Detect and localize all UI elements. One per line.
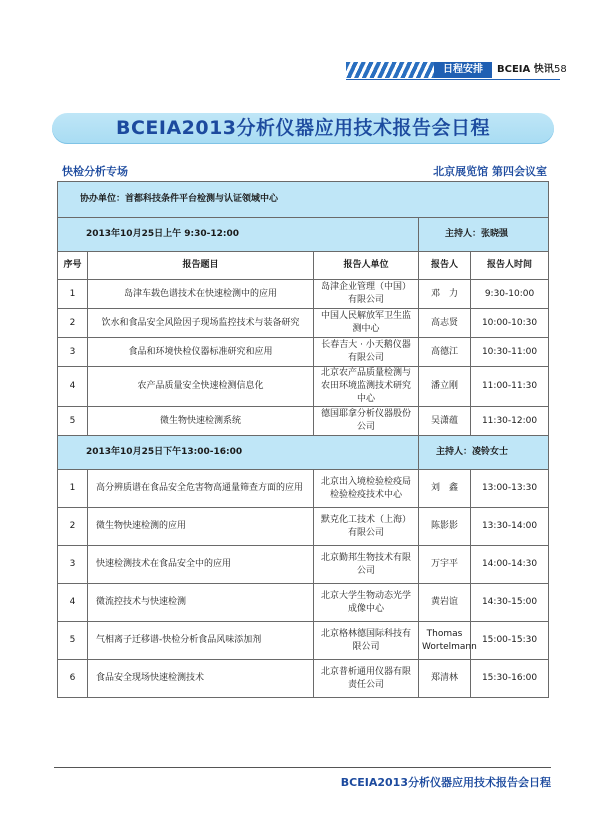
row-number: 5 bbox=[58, 407, 88, 436]
row-organization: 北京勤邦生物技术有限公司 bbox=[314, 546, 419, 584]
session-time: 2013年10月25日下午13:00-16:00 bbox=[58, 436, 419, 470]
table-row bbox=[58, 338, 549, 367]
row-time: 9:30-10:00 bbox=[471, 280, 549, 309]
schedule-table bbox=[57, 181, 549, 698]
table-row bbox=[58, 508, 549, 546]
row-topic: 食品安全现场快速检测技术 bbox=[88, 660, 314, 698]
footer-rule bbox=[54, 767, 551, 768]
row-time: 11:00-11:30 bbox=[471, 367, 549, 407]
table-row bbox=[58, 309, 549, 338]
column-headers bbox=[58, 252, 549, 280]
header-stripes bbox=[346, 62, 436, 78]
footer-title: BCEIA2013分析仪器应用技术报告会日程 bbox=[340, 776, 551, 789]
row-topic: 农产品质量安全快速检测信息化 bbox=[88, 367, 314, 407]
table-row bbox=[58, 546, 549, 584]
row-speaker: 黄岩谊 bbox=[419, 584, 471, 622]
row-number: 6 bbox=[58, 660, 88, 698]
row-time: 15:30-16:00 bbox=[471, 660, 549, 698]
header-section-label: 日程安排 bbox=[434, 62, 492, 78]
row-organization: 岛津企业管理（中国）有限公司 bbox=[314, 280, 419, 309]
row-time: 10:00-10:30 bbox=[471, 309, 549, 338]
row-organization: 北京农产品质量检测与农田环境监测技术研究中心 bbox=[314, 367, 419, 407]
row-topic: 岛津车载色谱技术在快速检测中的应用 bbox=[88, 280, 314, 309]
row-speaker: 刘 鑫 bbox=[419, 470, 471, 508]
session-time: 2013年10月25日上午 9:30-12:00 bbox=[58, 218, 419, 252]
row-time: 11:30-12:00 bbox=[471, 407, 549, 436]
row-number: 3 bbox=[58, 546, 88, 584]
section-venue: 北京展览馆 第四会议室 bbox=[433, 165, 547, 178]
row-speaker: 陈影影 bbox=[419, 508, 471, 546]
row-topic: 微生物快速检测系统 bbox=[88, 407, 314, 436]
table-row bbox=[58, 470, 549, 508]
row-speaker: 高德江 bbox=[419, 338, 471, 367]
table-row bbox=[58, 280, 549, 309]
row-number: 1 bbox=[58, 280, 88, 309]
row-speaker: Thomas Wortelmann bbox=[419, 622, 471, 660]
row-topic: 气相离子迁移谱-快检分析食品风味添加剂 bbox=[88, 622, 314, 660]
page-title: BCEIA2013分析仪器应用技术报告会日程 bbox=[115, 117, 491, 139]
row-topic: 微流控技术与快速检测 bbox=[88, 584, 314, 622]
section-name: 快检分析专场 bbox=[62, 165, 128, 178]
row-topic: 食品和环境快检仪器标准研究和应用 bbox=[88, 338, 314, 367]
table-row bbox=[58, 660, 549, 698]
row-organization: 北京大学生物动态光学成像中心 bbox=[314, 584, 419, 622]
row-speaker: 邓 力 bbox=[419, 280, 471, 309]
row-organization: 长春吉大 · 小天鹅仪器有限公司 bbox=[314, 338, 419, 367]
row-number: 4 bbox=[58, 584, 88, 622]
row-speaker: 郑清林 bbox=[419, 660, 471, 698]
row-organization: 北京普析通用仪器有限责任公司 bbox=[314, 660, 419, 698]
row-number: 4 bbox=[58, 367, 88, 407]
col-header-speaker: 报告人 bbox=[419, 252, 471, 280]
row-number: 1 bbox=[58, 470, 88, 508]
row-organization: 默克化工技术（上海）有限公司 bbox=[314, 508, 419, 546]
session-host: 主持人：张晓强 bbox=[419, 218, 549, 252]
organizer: 协办单位：首都科技条件平台检测与认证领域中心 bbox=[58, 182, 549, 218]
table-row bbox=[58, 622, 549, 660]
row-topic: 快速检测技术在食品安全中的应用 bbox=[88, 546, 314, 584]
session-header bbox=[58, 436, 549, 470]
row-organization: 德国耶拿分析仪器股份公司 bbox=[314, 407, 419, 436]
col-header-time: 报告人时间 bbox=[471, 252, 549, 280]
row-speaker: 高志贤 bbox=[419, 309, 471, 338]
row-speaker: 吴潇蕴 bbox=[419, 407, 471, 436]
col-header-org: 报告人单位 bbox=[314, 252, 419, 280]
row-number: 5 bbox=[58, 622, 88, 660]
session-header bbox=[58, 218, 549, 252]
table-row bbox=[58, 367, 549, 407]
row-time: 14:30-15:00 bbox=[471, 584, 549, 622]
row-time: 15:00-15:30 bbox=[471, 622, 549, 660]
row-topic: 微生物快速检测的应用 bbox=[88, 508, 314, 546]
row-topic: 高分辨质谱在食品安全危害物高通量筛查方面的应用 bbox=[88, 470, 314, 508]
row-number: 2 bbox=[58, 508, 88, 546]
row-speaker: 万宇平 bbox=[419, 546, 471, 584]
row-time: 10:30-11:00 bbox=[471, 338, 549, 367]
row-topic: 饮水和食品安全风险因子现场监控技术与装备研究 bbox=[88, 309, 314, 338]
page-number: 58 bbox=[554, 64, 567, 75]
row-organization: 北京格林德国际科技有限公司 bbox=[314, 622, 419, 660]
table-row bbox=[58, 584, 549, 622]
col-header-topic: 报告题目 bbox=[88, 252, 314, 280]
row-speaker: 潘立刚 bbox=[419, 367, 471, 407]
row-number: 3 bbox=[58, 338, 88, 367]
table-row bbox=[58, 407, 549, 436]
header-rule bbox=[346, 79, 560, 80]
row-time: 13:00-13:30 bbox=[471, 470, 549, 508]
row-number: 2 bbox=[58, 309, 88, 338]
row-organization: 中国人民解放军卫生监测中心 bbox=[314, 309, 419, 338]
header-publication: BCEIA 快讯 bbox=[497, 64, 554, 75]
row-organization: 北京出入境检验检疫局检验检疫技术中心 bbox=[314, 470, 419, 508]
col-header-no: 序号 bbox=[58, 252, 88, 280]
row-time: 13:30-14:00 bbox=[471, 508, 549, 546]
session-host: 主持人：凌铃女士 bbox=[419, 436, 549, 470]
row-time: 14:00-14:30 bbox=[471, 546, 549, 584]
